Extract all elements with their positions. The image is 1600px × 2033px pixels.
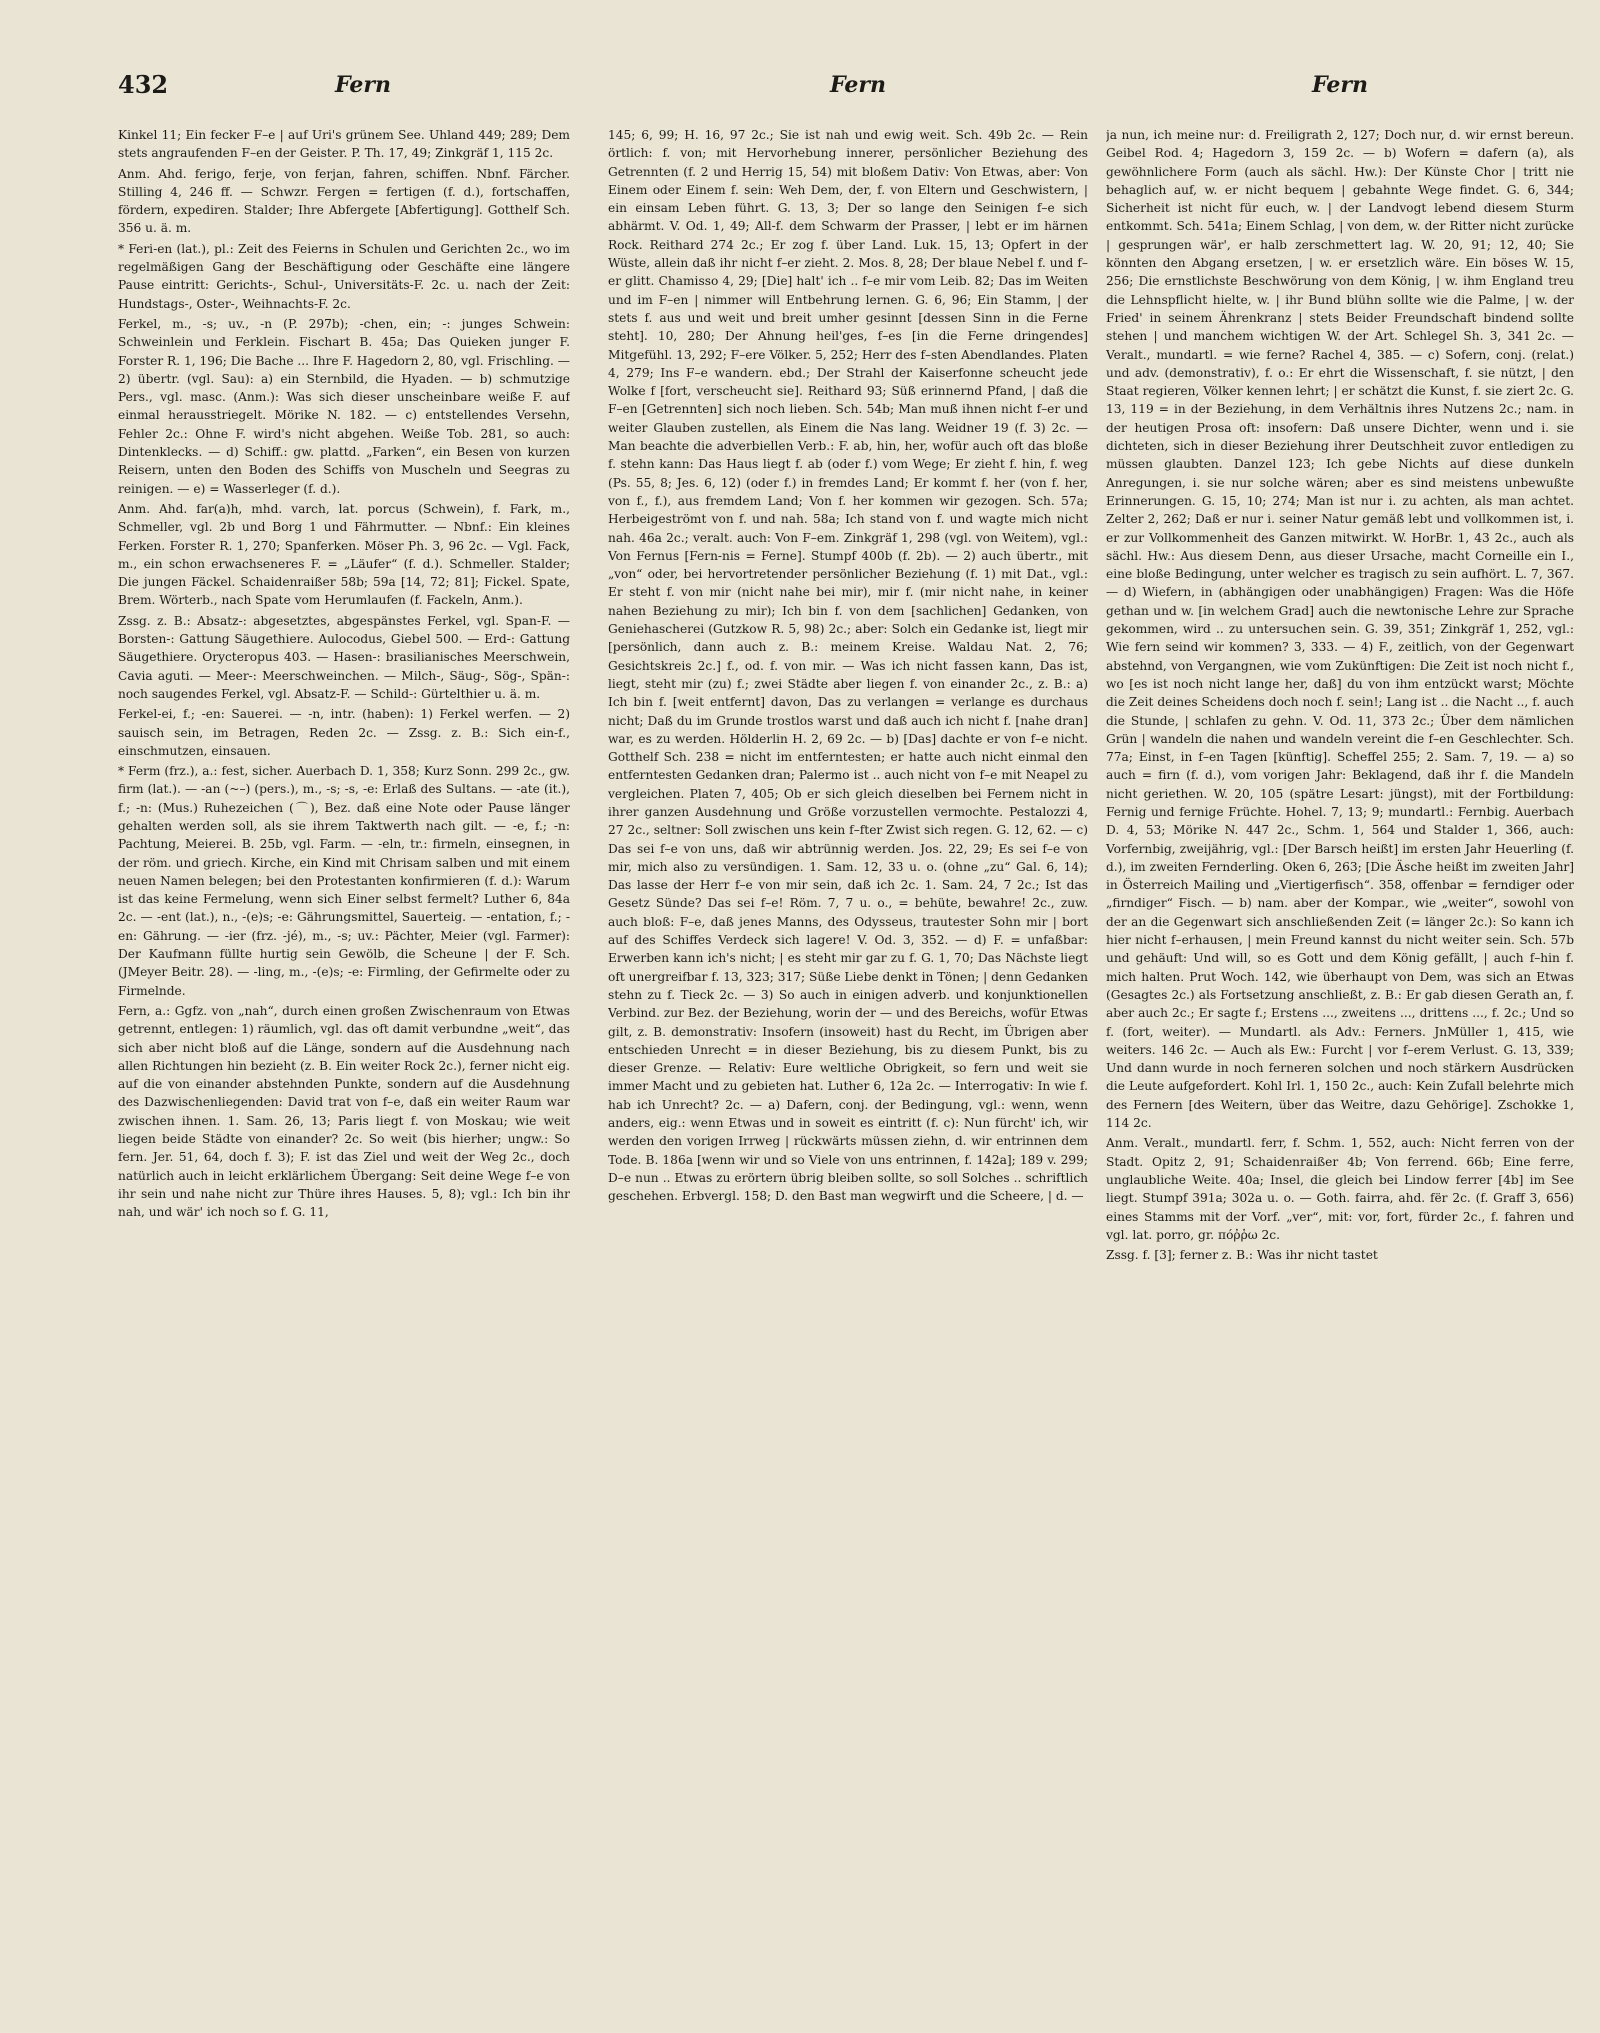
page-header <box>0 70 1600 110</box>
running-head-right: Fern <box>1312 72 1368 98</box>
paragraph: Anm. Ahd. far(a)h, mhd. varch, lat. porcus (Schwein), f. Fark, m., Schmeller, vgl. 2b und Borg 1 und Fährmutter. — Nbnf.: Ein kleines Ferken. Forster R. 1, 270; Spanferken. Möser Ph. 3, 96 2c. — Vgl. Fack, m., ein schon erwachseneres F. = „Läufer“ (f. d.). Schmeller. Stalder; Die jungen Fäckel. Schaidenraißer 58b; 59a [14, 72; 81]; Fickel. Spate, Brem. Wörterb., nach Spate vom Herumlaufen (f. Fackeln, Anm.). <box>118 501 570 608</box>
paragraph: Zssg. f. [3]; ferner z. B.: Was ihr nicht tastet <box>1106 1248 1378 1263</box>
paragraph: Kinkel 11; Ein fecker F–e | auf Uri's grünem See. Uhland 449; 289; Dem stets angraufenden F–en der Geister. P. Th. 17, 49; Zinkgräf 1, 115 2c. <box>118 128 570 161</box>
paragraph: Anm. Ahd. ferigo, ferje, von ferjan, fahren, schiffen. Nbnf. Färcher. Stilling 4, 246 ff. — Schwzr. Fergen = fertigen (f. d.), fortschaffen, fördern, expediren. Stalder; Ihre Abfergete [Abfertigung]. Gotthelf Sch. 356 u. ä. m. <box>118 166 570 236</box>
paragraph: * Ferm (frz.), a.: fest, sicher. Auerbach D. 1, 358; Kurz Sonn. 299 2c., gw. firm (lat.). — -an (~–) (pers.), m., -s; -s, -e: Erlaß des Sultans. — -ate (it.), f.; -n: (Mus.) Ruhezeichen (⌒), Bez. daß eine Note oder Pause länger gehalten werden soll, als sie ihrem Taktwerth nach gilt. — -e, f.; -n: Pachtung, Meierei. B. 25b, vgl. Farm. — -eln, tr.: firmeln, einsegnen, in der röm. und griech. Kirche, ein Kind mit Chrisam salben und mit einem neuen Namen belegen; bei den Protestanten konfirmieren (f. d.): Warum ist das keine Fermelung, wenn sich Einer selbst fermelt? Luther 6, 84a 2c. — -ent (lat.), n., -(e)s; -e: Gährungsmittel, Sauerteig. — -entation, f.; -en: Gährung. — -ier (frz. -jé), m., -s; uv.: Pächter, Meier (vgl. Farmer): Der Kaufmann füllte hurtig sein Gewölb, die Scheune | der F. Sch. (JMeyer Beitr. 28). — -ling, m., -(e)s; -e: Firmling, der Gefirmelte oder zu Firmelnde. <box>118 764 570 998</box>
paragraph: 145; 6, 99; H. 16, 97 2c.; Sie ist nah und ewig weit. Sch. 49b 2c. — Rein örtlich: f. von; mit Hervorhebung innerer, persönlicher Beziehung des Getrennten (f. 2 und Herrig 15, 54) mit bloßem Dativ: Von Etwas, aber: Von Einem oder Einem f. sein: Weh Dem, der, f. von Eltern und Geschwistern, | ein einsam Leben führt. G. 13, 3; Der so lange den Seinigen f–e sich abhärmt. V. Od. 1, 49; All-f. dem Schwarm der Prasser, | lebt er im härnen Rock. Reithard 274 2c.; Er zog f. über Land. Luk. 15, 13; Opfert in der Wüste, allein daß ihr nicht f–er zieht. 2. Mos. 8, 28; Der blaue Nebel f. und f–er glitt. Chamisso 4, 29; [Die] halt' ich .. f–e mir vom Leib. 82; Das im Weiten und im F–en | nimmer will Entbehrung lernen. G. 6, 96; Ein Stamm, | der stets f. aus und weit und breit umher gesinnt [dessen Sinn in die Ferne steht]. 10, 280; Der Ahnung heil'ges, f–es [in die Ferne dringendes] Mitgefühl. 13, 292; F–ere Völker. 5, 252; Herr des f–sten Abendlandes. Platen 4, 279; Ins F–e wandern. ebd.; Der Strahl der Kaiserfonne scheucht jede Wolke f [fort, verscheucht sie]. Reithard 93; Süß erinnernd Pfand, | daß die F–en [Getrennten] sich noch lieben. Sch. 54b; Man muß ihnen nicht f–er und weiter Glauben zustellen, als Einem die Nas lang. Weidner 19 (f. 3) 2c. — Man beachte die adverbiellen Verb.: F. ab, hin, her, wofür auch oft das bloße f. stehn kann: Das Haus liegt f. ab (oder f.) vom Wege; Er zieht f. hin, f. weg (Ps. 55, 8; Jes. 6, 12) (oder f.) in fremdes Land; Er kommt f. her (von f. her, von f., f.), aus fremdem Land; Von f. her kommen wir gezogen. Sch. 57a; Herbeigeströmt von f. und nah. 58a; Ich stand von f. und wagte mich nicht nah. 46a 2c.; veralt. auch: Von F–em. Zinkgräf 1, 298 (vgl. von Weitem), vgl.: Von Fernus [Fern-nis = Ferne]. Stumpf 400b (f. 2b). — 2) auch übertr., mit „von“ oder, bei hervortretender persönlicher Beziehung (f. 1) mit Dat., vgl.: Er steht f. von mir (nicht nahe bei mir), mir f. (mir nicht nahe, in keiner nahen Beziehung zu mir); Ich bin f. von dem [sachlichen] Gedanken, von Geniehascherei (Gutzkow R. 5, 98) 2c.; aber: Solch ein Gedanke ist, liegt mir [persönlich, dann auch z. B.: meinem Kreise. Waldau Nat. 2, 76; Gesichtskreis 2c.] f., od. f. von mir. — Was ich nicht fassen kann, Das ist, liegt, steht mir (zu) f.; zwei Städte aber liegen f. von einander 2c., z. B.: a) Ich bin f. [weit entfernt] davon, Das zu verlangen = verlange es durchaus nicht; Daß du im Grunde trostlos warst und daß auch ich nicht f. [nahe dran] war, es zu werden. Hölderlin H. 2, 69 2c. — b) [Das] dachte er von f–e nicht. Gotthelf Sch. 238 = nicht im entferntesten; er hatte auch nicht einmal den entferntesten Gedanken dran; Palermo ist .. auch nicht von f–e mit Neapel zu vergleichen. Platen 7, 405; Ob er sich gleich dieselben bei Fernem nicht in ihrer ganzen Ausdehnung und Größe vorzustellen vermochte. Pestalozzi 4, 27 2c., seltner: Soll zwischen uns kein f–fter Zwist sich regen. G. 12, 62. — c) Das sei f–e von uns, daß wir abtrünnig werden. Jos. 22, 29; Es sei f–e von mir, mich also zu versündigen. 1. Sam. 12, 33 u. o. (ohne „zu“ Gal. 6, 14); Das lasse der Herr f–e von mir sein, daß ich 2c. 1. Sam. 24, 7 2c.; Ist das Gesetz Sünde? Das sei f–e! Röm. 7, 7 u. o., = behüte, bewahre! 2c., zuw. auch bloß: F–e, daß jenes Manns, des Odysseus, trautester Sohn mir | bort auf des Schiffes Verdeck sich lagere! V. Od. 3, 352. — d) F. = unfaßbar: Erwerben kann ich's nicht; | es steht mir gar zu f. G. 1, 70; Das Nächste liegt oft unergreifbar f. 13, 323; 317; Süße Liebe denkt in Tönen; | denn Gedanken stehn zu f. Tieck 2c. — 3) So auch in einigen adverb. und konjunktionellen Verbind. zur Bez. der Beziehung, worin der — und des Bereichs, wofür Etwas gilt, z. B. demonstrativ: Insofern (insoweit) hast du Recht, im Übrigen aber entschieden Unrecht = in dieser Beziehung, bis zu diesem Punkt, bis zu dieser Grenze. — Relativ: Eure weltliche Obrigkeit, so fern und weit sie immer Macht und zu gebieten hat. Luther 6, 12a 2c. — Interrogativ: In wie f. hab ich Unrecht? 2c. — a) Dafern, conj. der Bedingung, vgl.: wenn, wenn anders, eig.: wenn Etwas und in soweit es eintritt (f. c): Nun fürcht' ich, wir werden den vorigen Irrweg | rückwärts müssen ziehn, d. wir entrinnen dem Tode. B. 186a [wenn wir und so Viele von uns entrinnen, f. 142a]; 189 v. 299; D–e nun .. Etwas zu erörtern übrig bleiben sollte, so soll Solches .. schriftlich geschehen. Erbvergl. 158; D. den Bast man wegwirft und die Scheere, | d. — <box>608 128 1088 1204</box>
paragraph: Fern, a.: Ggfz. von „nah“, durch einen großen Zwischenraum von Etwas getrennt, entlegen: 1) räumlich, vgl. das oft damit verbundne „weit“, das sich aber nicht bloß auf die Länge, sondern auf die Ausdehnung nach allen Richtungen hin bezieht (z. B. Ein weiter Rock 2c.), ferner nicht eig. auf die von einander abstehnden Punkte, sondern auf die Ausdehnung des Dazwischenliegenden: David trat von f–e, daß ein weiter Raum war zwischen ihnen. 1. Sam. 26, 13; Paris liegt f. von Moskau; wie weit liegen beide Städte von einander? 2c. So weit (bis hierher; ungw.: So fern. Jer. 51, 64, doch f. 3); F. ist das Ziel und weit der Weg 2c., doch natürlich auch in leicht erklärlichem Übergang: Seit deine Wege f–e von ihr sein und nahe nicht zur Thüre ihres Hauses. 5, 8); vgl.: Ich bin ihr nah, und wär' ich noch so f. G. 11, <box>118 1003 570 1220</box>
paragraph: ja nun, ich meine nur: d. Freiligrath 2, 127; Doch nur, d. wir ernst bereun. Geibel Rod. 4; Hagedorn 3, 159 2c. — b) Wofern = dafern (a), als gewöhnlichere Form (auch als sächl. Hw.): Der Künste Chor | tritt nie behaglich auf, w. er nicht bequem | gebahnte Wege findet. G. 6, 344; Sicherheit ist nicht für euch, w. | der Landvogt lebend diesem Sturm entkommt. Sch. 541a; Einem Schlag, | von dem, w. der Ritter nicht zurücke | gesprungen wär', er halb zerschmettert lag. W. 20, 91; 12, 40; Sie könnten den Abgang ersetzen, | w. er ersetzlich wäre. Ein böses W. 15, 256; Die ernstlichste Beschwörung von dem König, | w. ihm England treu die Lehnspflicht hielte, w. | ihr Bund blühn sollte wie die Palme, | w. der Fried' in seinem Ährenkranz | stets Beider Freundschaft bindend sollte stehen | und manchem wichtigen W. der Art. Schlegel Sh. 3, 341 2c. — Veralt., mundartl. = wie ferne? Rachel 4, 385. — c) Sofern, conj. (relat.) und adv. (demonstrativ), f. o.: Er ehrt die Wissenschaft, f. sie nützt, | den Staat regieren, Völker kennen lehrt; | er schätzt die Kunst, f. sie ziert 2c. G. 13, 119 = in der Beziehung, in dem Verhältnis ihres Nutzens 2c.; nam. in der heutigen Prosa oft: insofern: Daß unsere Dichter, wenn und i. sie dichteten, sich in dieser Beziehung ihrer Deutschheit zuvor entledigen zu müssen glaubten. Danzel 123; Ich gebe Nichts auf diese dunkeln Anregungen, i. sie nur solche wären; aber es sind meistens unbewußte Erinnerungen. G. 15, 10; 274; Man ist nur i. zu achten, als man achtet. Zelter 2, 262; Daß er nur i. seiner Natur gemäß lebt und vollkommen ist, i. er zur Vollkommenheit des Ganzen mitwirkt. W. HorBr. 1, 43 2c., auch als sächl. Hw.: Aus diesem Denn, aus dieser Ursache, macht Corneille ein I., eine bloße Bedingung, unter welcher es tragisch zu sein aufhört. L. 7, 367. — d) Wiefern, in (abhängigen oder unabhängigen) Fragen: Was die Höfe gethan und w. [in welchem Grad] auch die newtonische Lehre zur Sprache gekommen, wird .. zu untersuchen sein. G. 39, 351; Zinkgräf 1, 252, vgl.: Wie fern seind wir kommen? 3, 333. — 4) F., zeitlich, von der Gegenwart abstehnd, von Vergangnen, wie vom Zukünftigen: Die Zeit ist noch nicht f., wo [es ist noch nicht lange her, daß] du von ihm entzückt warst; Möchte die Zeit deines Scheidens doch noch f. sein!; Lang ist .. die Nacht .., f. auch die Stunde, | schlafen zu gehn. V. Od. 11, 373 2c.; Über dem nämlichen Grün | wandeln die nahen und wandeln vereint die f–en Geschlechter. Sch. 77a; Einst, in f–en Tagen [künftig]. Scheffel 255; 2. Sam. 7, 19. — a) so auch = firn (f. d.), vom vorigen Jahr: Beklagend, daß ihr f. die Mandeln nicht geriethen. W. 20, 105 (spätre Lesart: jüngst), mit der Fortbildung: Fernig und fernige Früchte. Hohel. 7, 13; 9; mundartl.: Fernbig. Auerbach D. 4, 53; Mörike N. 447 2c., Schm. 1, 564 und Stalder 1, 366, auch: Vorfernbig, zweijährig, vgl.: [Der Barsch heißt] im ersten Jahr Heuerling (f. d.), im zweiten Fernderling. Oken 6, 263; [Die Äsche heißt im zweiten Jahr] in Österreich Mailing und „Viertigerfisch“. 358, offenbar = ferndiger oder „firndiger“ Fisch. — b) nam. aber der Kompar., wie „weiter“, sowohl von der an die Gegenwart sich anschließenden Zeit (= länger 2c.): So kann ich hier nicht f–erhausen, | mein Freund kannst du nicht weiter sein. Sch. 57b und gehäuft: Und will, so es Gott und dem König gefällt, | auch f–hin f. mich halten. Prut Woch. 142, wie überhaupt von Dem, was sich an Etwas (Gesagtes 2c.) als Fortsetzung anschließt, z. B.: Er gab diesen Gerath an, f. aber auch 2c.; Er sagte f.; Erstens ..., zweitens ..., drittens ..., f. 2c.; Und so f. (fort, weiter). — Mundartl. als Adv.: Ferners. JnMüller 1, 415, wie weiters. 146 2c. — Auch als Ew.: Furcht | vor f–erem Verlust. G. 13, 339; Und dann wurde in noch ferneren solchen und noch stärkern Ausdrücken die Leute aufgefordert. Kohl Irl. 1, 150 2c., auch: Kein Zufall belehrte mich des Fernern [des Weitern, über das Weitre, dazu Gehörige]. Zschokke 1, 114 2c. <box>1106 128 1574 1131</box>
text-column-middle <box>608 126 1088 2016</box>
paragraph: Ferkel, m., -s; uv., -n (P. 297b); -chen, ein; -: junges Schwein: Schweinlein und Ferklein. Fischart B. 45a; Das Quieken junger F. Forster R. 1, 196; Die Bache ... Ihre F. Hagedorn 2, 80, vgl. Frischling. — 2) übertr. (vgl. Sau): a) ein Sternbild, die Hyaden. — b) schmutzige Pers., vgl. masc. (Anm.): Was sich dieser unscheinbare weiße F. auf einmal herausstriegelt. Mörike N. 182. — c) entstellendes Versehn, Fehler 2c.: Ohne F. wird's nicht abgehen. Weiße Tob. 281, so auch: Dintenklecks. — d) Schiff.: gw. plattd. „Farken“, ein Besen von kurzen Reisern, unten den Boden des Schiffs von Muscheln und Seegras zu reinigen. — e) = Wasserleger (f. d.). <box>118 316 570 496</box>
running-head-left: Fern <box>335 72 391 98</box>
running-head-center: Fern <box>830 72 886 98</box>
text-column-right <box>1106 126 1574 2016</box>
paragraph: * Feri-en (lat.), pl.: Zeit des Feierns in Schulen und Gerichten 2c., wo im regelmäßigen Gang der Beschäftigung oder Geschäfte eine längere Pause eintritt: Gerichts-, Schul-, Universitäts-F. 2c. u. nach der Zeit: Hundstags-, Oster-, Weihnachts-F. 2c. <box>118 241 570 311</box>
paragraph: Zssg. z. B.: Absatz-: abgesetztes, abgespänstes Ferkel, vgl. Span-F. — Borsten-: Gattung Säugethiere. Aulocodus, Giebel 500. — Erd-: Gattung Säugethiere. Orycteropus 403. — Hasen-: brasilianisches Meerschwein, Cavia aguti. — Meer-: Meerschweinchen. — Milch-, Säug-, Sög-, Spän-: noch saugendes Ferkel, vgl. Absatz-F. — Schild-: Gürtelthier u. ä. m. <box>118 613 570 701</box>
page-number: 432 <box>118 70 169 99</box>
text-column-left <box>118 126 570 2016</box>
paragraph: Ferkel-ei, f.; -en: Sauerei. — -n, intr. (haben): 1) Ferkel werfen. — 2) sauisch sein, im Betragen, Reden 2c. — Zssg. z. B.: Sich ein-f., einschmutzen, einsauen. <box>118 707 570 758</box>
paragraph: Anm. Veralt., mundartl. ferr, f. Schm. 1, 552, auch: Nicht ferren von der Stadt. Opitz 2, 91; Schaidenraißer 4b; Von ferrend. 66b; Eine ferre, unglaubliche Weite. 40a; Insel, die gleich bei Lindow ferrer [4b] im See liegt. Stumpf 391a; 302a u. o. — Goth. fairra, ahd. fër 2c. (f. Graff 3, 656) eines Stamms mit der Vorf. „ver“, mit: vor, fort, fürder 2c., f. fahren und vgl. lat. porro, gr. πόῤῥω 2c. <box>1106 1136 1574 1242</box>
